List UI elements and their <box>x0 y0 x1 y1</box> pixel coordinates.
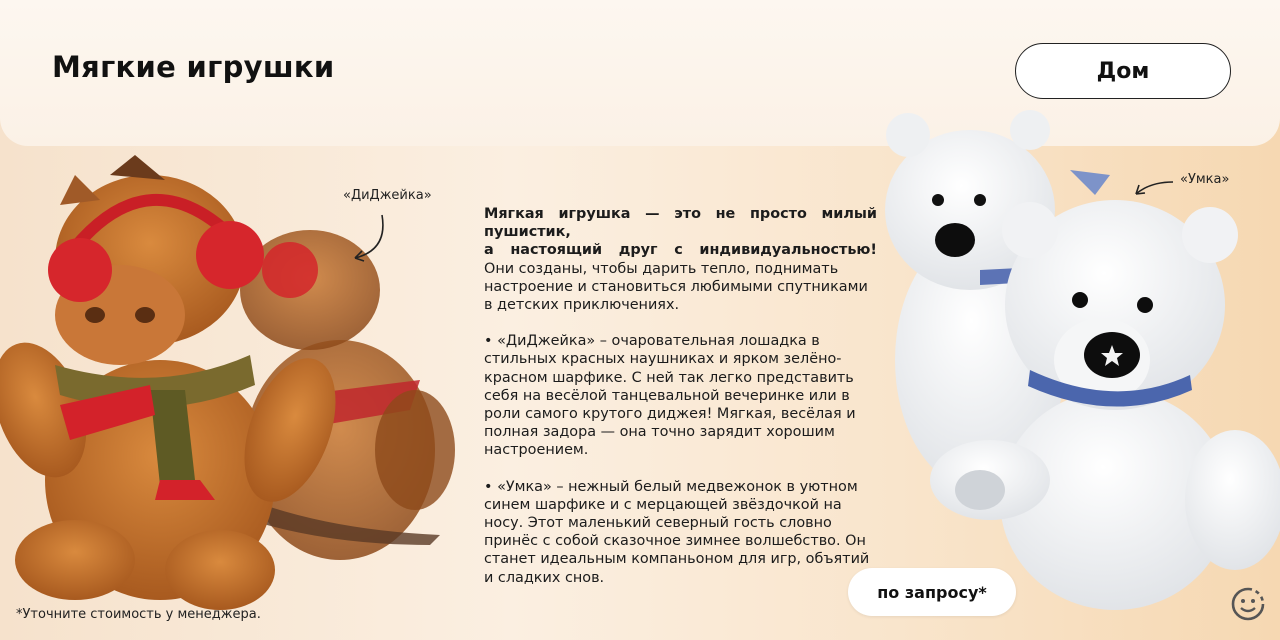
didjeyka-photo <box>0 150 470 610</box>
page-title: Мягкие игрушки <box>52 50 335 84</box>
lead-line-2: а настоящий друг с индивидуальностью! <box>484 242 877 259</box>
product-description <box>484 205 877 605</box>
price-footnote: *Уточните стоимость у менеджера. <box>16 607 261 622</box>
arrow-left-icon <box>340 210 390 265</box>
intro-text: Они созданы, чтобы дарить тепло, поднимать настроение и становиться любимыми спутниками в детских приключениях. <box>484 260 868 314</box>
arrow-right-icon <box>1128 178 1176 200</box>
didjeyka-description: • «ДиДжейка» – очаровательная лошадка в стильных красных наушниках и ярком зелёно-красном шарфике. С ней так легко представить себя на весёлой танцевальной вечеринке или в роли самого крутого диджея! Мягкая, весёлая и полная задора — она точно зарядит хорошим настроением. <box>484 333 856 459</box>
category-label: Дом <box>1096 58 1150 84</box>
umka-caption: «Умка» <box>1180 172 1230 187</box>
price-button[interactable] <box>848 568 1016 616</box>
brand-logo-icon <box>1230 586 1266 622</box>
didjeyka-caption: «ДиДжейка» <box>343 188 432 203</box>
price-label: по запросу* <box>877 582 987 602</box>
umka-description: • «Умка» – нежный белый медвежонок в уютном синем шарфике и с мерцающей звёздочкой на носу. Этот маленький северный гость словно принёс с собой сказочное зимнее волшебство. Он станет идеальным компаньоном для игр, объятий и сладких снов. <box>484 478 870 586</box>
lead-line-1: Мягкая игрушка — это не просто милый пушистик, <box>484 206 877 241</box>
category-button[interactable] <box>1015 43 1231 99</box>
